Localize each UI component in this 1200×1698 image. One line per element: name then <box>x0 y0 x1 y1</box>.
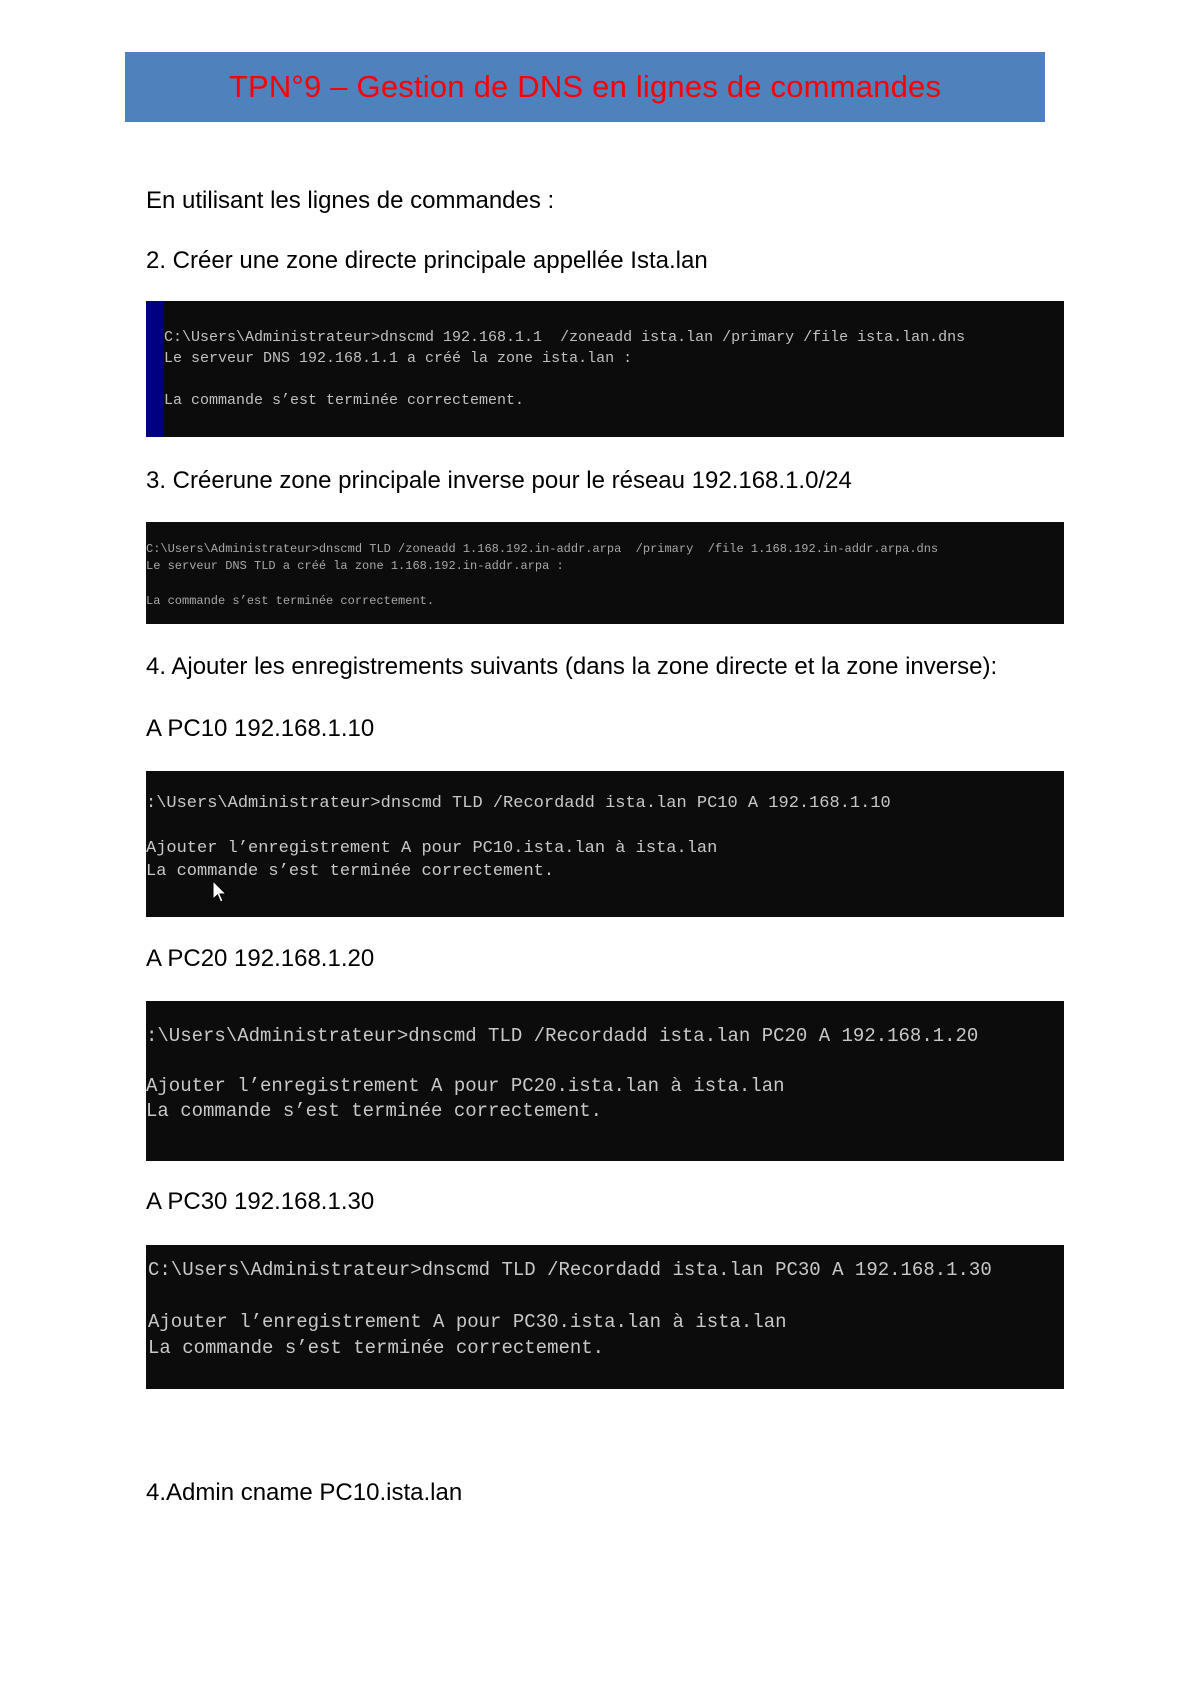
console-line: C:\Users\Administrateur>dnscmd TLD /zoneadd 1.168.192.in-addr.arpa /primary /file 1.168.192.in-addr.arpa.dns <box>146 542 939 556</box>
console-pc20 <box>146 1001 1064 1161</box>
step3-heading: 3. Créerune zone principale inverse pour le réseau 192.168.1.0/24 <box>146 467 852 494</box>
step2-heading: 2. Créer une zone directe principale appellée Ista.lan <box>146 247 708 274</box>
console-line: La commande s’est terminée correctement. <box>146 1100 603 1122</box>
console-line: Le serveur DNS 192.168.1.1 a créé la zone ista.lan : <box>164 350 633 367</box>
page-title: TPN°9 – Gestion de DNS en lignes de commandes <box>228 69 942 104</box>
record-label-pc10: A PC10 192.168.1.10 <box>146 715 375 742</box>
console-line: C:\Users\Administrateur>dnscmd 192.168.1.1 /zoneadd ista.lan /primary /file ista.lan.dns <box>164 329 966 346</box>
console-line: :\Users\Administrateur>dnscmd TLD /Recordadd ista.lan PC10 A 192.168.1.10 <box>146 794 891 813</box>
record-label-pc30: A PC30 192.168.1.30 <box>146 1188 375 1215</box>
console-line: Ajouter l’enregistrement A pour PC10.ista.lan à ista.lan <box>146 839 718 858</box>
console-step3 <box>146 522 1064 624</box>
console-line: C:\Users\Administrateur>dnscmd TLD /Recordadd ista.lan PC30 A 192.168.1.30 <box>148 1259 992 1281</box>
step4-heading: 4. Ajouter les enregistrements suivants (dans la zone directe et la zone inverse): <box>146 653 998 680</box>
console-step2 <box>146 301 1064 437</box>
step5-heading: 4.Admin cname PC10.ista.lan <box>146 1479 463 1506</box>
console-line: La commande s’est terminée correctement. <box>146 594 435 608</box>
console-pc10 <box>146 771 1064 917</box>
console-line: :\Users\Administrateur>dnscmd TLD /Recordadd ista.lan PC20 A 192.168.1.20 <box>146 1025 979 1047</box>
console-line: Ajouter l’enregistrement A pour PC30.ista.lan à ista.lan <box>148 1311 787 1333</box>
console-pc30 <box>146 1245 1064 1389</box>
console-left-edge <box>146 301 164 437</box>
console-line: Ajouter l’enregistrement A pour PC20.ista.lan à ista.lan <box>146 1075 785 1097</box>
record-label-pc20: A PC20 192.168.1.20 <box>146 945 375 972</box>
console-line: Le serveur DNS TLD a créé la zone 1.168.192.in-addr.arpa : <box>146 559 564 573</box>
console-line: La commande s’est terminée correctement. <box>146 862 555 881</box>
console-line: La commande s’est terminée correctement. <box>164 392 525 409</box>
console-line: La commande s’est terminée correctement. <box>148 1337 605 1359</box>
intro-text: En utilisant les lignes de commandes : <box>146 187 555 214</box>
title-banner <box>125 52 1045 122</box>
arrow-cursor-icon <box>212 880 228 904</box>
